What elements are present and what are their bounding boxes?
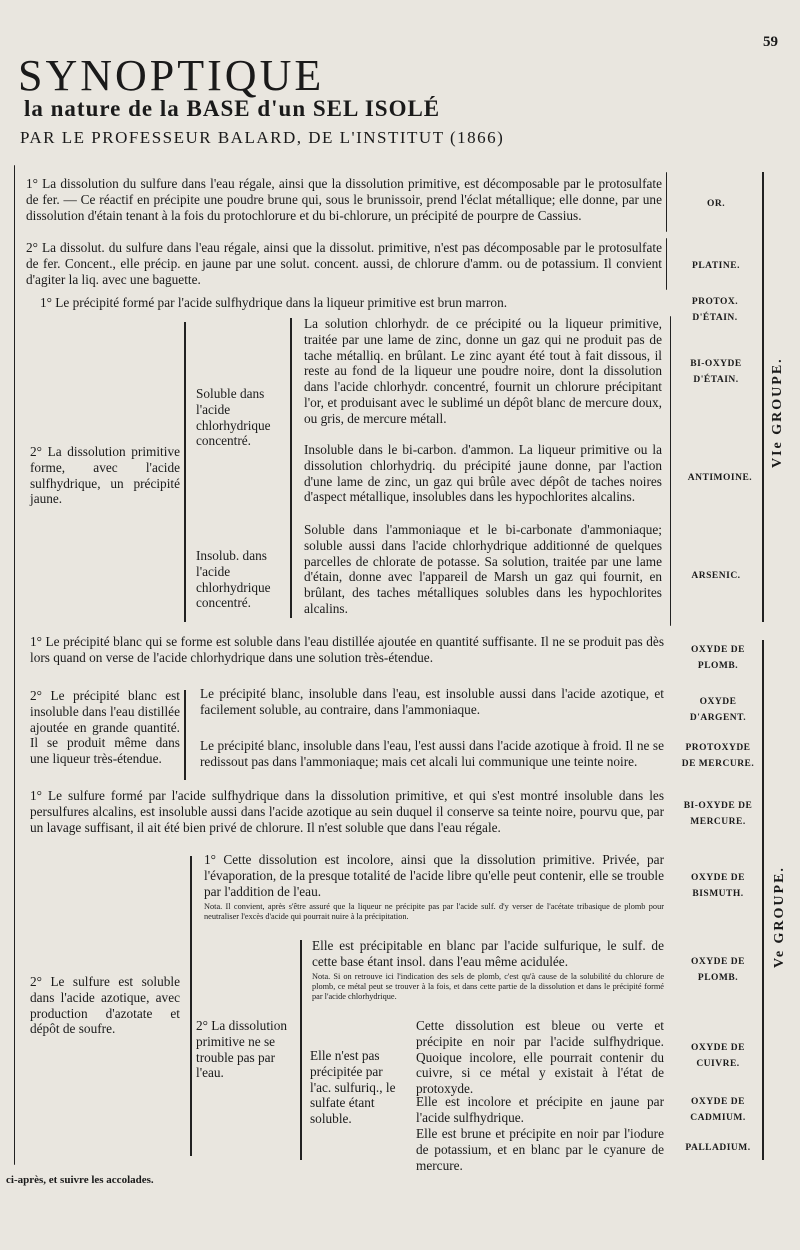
block-case2b: 2° Le précipité blanc est insoluble dans l'eau distillée ajoutée en grande quantité. Il se produit même dans une liqueur très-étendue.	[30, 688, 180, 767]
block-sulfure-soluble: 2° Le sulfure est soluble dans l'acide azotique, avec production d'azotate et dépôt de soufre.	[30, 974, 180, 1037]
brace	[666, 238, 667, 290]
block-case2: 2° La dissolution primitive forme, avec l'acide sulfhydrique, un précipité jaune.	[30, 444, 180, 507]
result-antimoine: ANTIMOINE.	[687, 473, 753, 483]
byline: PAR LE PROFESSEUR BALARD, DE L'INSTITUT (1866)	[20, 128, 505, 147]
result-protox-etain: PROTOX. D'ÉTAIN.	[691, 297, 739, 323]
block-plomb1: 1° Le précipité blanc qui se forme est soluble dans l'eau distillée ajoutée en quantité suffisante. Il ne se produit pas dès lors quand on verse de l'acide chlorhydrique dans une solution très-étendue.	[30, 634, 664, 665]
block-non-precip: Elle n'est pas précipitée par l'ac. sulfuriq., le sulfate étant soluble.	[310, 1048, 396, 1127]
block-plomb2-nota: Nota. Si on retrouve ici l'indication des sels de plomb, c'est qu'à cause de la solubilité du chlorure de plomb, ce métal peut se trouver à la fois, et dans cette partie de la dissolution et dans le précipité formé par l'acide chlorhydrique.	[312, 972, 664, 1001]
result-oxyde-argent: OXYDE D'ARGENT.	[689, 697, 747, 723]
block-arsenic: Soluble dans l'ammoniaque et le bi-carbonate d'ammoniaque; soluble aussi dans l'acide chlorhydrique additionné de quelques parcelles de chlorate de potasse. Sa solution, traitée par une lame d'étain, donne avec l'appareil de Marsh un gaz qui fournit, en brûlant, des taches métalliques solubles dans les hypochlorites alcalins.	[304, 522, 662, 616]
group-rule	[762, 640, 764, 1160]
result-oxyde-bismuth: OXYDE DE BISMUTH.	[691, 873, 745, 899]
result-oxyde-cadmium: OXYDE DE CADMIUM.	[690, 1097, 746, 1123]
block-cuivre: Cette dissolution est bleue ou verte et précipite en noir par l'acide sulfhydrique. Quoique incolore, elle pourrait contenir du cuivre, si ce métal y existait à l'état de protoxyde.	[416, 1018, 664, 1097]
result-palladium: PALLADIUM.	[685, 1143, 751, 1153]
footer-note: ci-après, et suivre les accolades.	[6, 1174, 154, 1186]
result-oxyde-plomb: OXYDE DE PLOMB.	[691, 645, 745, 671]
block-biox-etain: La solution chlorhydr. de ce précipité ou la liqueur primitive, traitée par une lame de zinc, donne un gaz qui ne produit pas de tache métalliq. en brûlant. Le zinc ayant été tout à fait dissous, il reste au fond de la liqueur une poudre noire, dont la dissolution dans l'acide chlorhydr. concentré, fournit un chlorure précipitant l'or, et produisant avec le sublimé un dépôt blanc de mercure doux, ou gris, de mercure métall.	[304, 316, 662, 426]
block-mercure1: Le précipité blanc, insoluble dans l'eau, l'est aussi dans l'acide azotique à froid. Il ne se redissout pas dans l'ammoniaque; mais cet alcali lui communique une teinte noire.	[200, 738, 664, 769]
result-platine: PLATINE.	[692, 261, 740, 271]
block-argent: Le précipité blanc, insoluble dans l'eau, est insoluble aussi dans l'acide azotique, et facilement soluble, au contraire, dans l'ammoniaque.	[200, 686, 664, 717]
result-oxyde-cuivre: OXYDE DE CUIVRE.	[691, 1043, 745, 1069]
group-label-sixth: VIe GROUPE.	[770, 357, 785, 468]
column-rule	[190, 856, 192, 1156]
result-bioxyde-mercure: BI-OXYDE DE MERCURE.	[683, 801, 753, 827]
result-protoxyde-mercure: PROTOXYDE DE MERCURE.	[681, 743, 755, 769]
block-bismuth: 1° Cette dissolution est incolore, ainsi que la dissolution primitive. Privée, par l'évaporation, de la presque totalité de l'acide libre qu'elle peut contenir, elle se trouble par l'addition de l'eau.	[204, 852, 664, 899]
brace	[670, 316, 671, 626]
block-antimoine: Insoluble dans le bi-carbon. d'ammon. La liqueur primitive ou la dissolution chlorhydriq. du précipité jaune donne, par l'action d'une lame de zinc, un gaz qui brûle avec dépôt de taches noires d'aspect métallique, insolubles dans les hypochlorites alcalins.	[304, 442, 662, 505]
brace	[14, 165, 15, 1165]
block-plomb2: Elle est précipitable en blanc par l'acide sulfurique, le sulf. de cette base étant insol. dans l'eau même acidulée.	[312, 938, 664, 969]
block-insoluble-hcl: Insolub. dans l'acide chlorhydrique concentré.	[196, 548, 271, 611]
page-number: 59	[763, 34, 778, 50]
page-title: SYNOPTIQUE	[18, 51, 325, 100]
column-rule	[290, 318, 292, 618]
block-cadmium: Elle est incolore et précipite en jaune par l'acide sulfhydrique.	[416, 1094, 664, 1125]
column-rule	[300, 940, 302, 1160]
result-oxyde-plomb2: OXYDE DE PLOMB.	[691, 957, 745, 983]
block-mercure2: 1° Le sulfure formé par l'acide sulfhydrique dans la dissolution primitive, et qui s'est montré insoluble dans les persulfures alcalins, est insoluble aussi dans l'acide azotique au sein duquel il conserve sa teinte noire, pourvu que, par un lavage suffisant, il ait été bien privé de chlorure. Il n'est soluble que dans l'eau régale.	[30, 788, 664, 835]
group-label-fifth: Ve GROUPE.	[772, 866, 787, 968]
column-rule	[184, 690, 186, 780]
page-subtitle: la nature de la BASE d'un SEL ISOLÉ	[24, 96, 441, 121]
group-rule	[762, 172, 764, 622]
block-non-trouble: 2° La dissolution primitive ne se trouble pas par l'eau.	[196, 1018, 288, 1081]
result-arsenic: ARSENIC.	[691, 571, 741, 581]
column-rule	[184, 322, 186, 622]
block-protox-etain: 1° Le précipité formé par l'acide sulfhydrique dans la liqueur primitive est brun marron.	[40, 295, 508, 310]
result-or: OR.	[706, 199, 726, 209]
brace	[666, 172, 667, 232]
block-platine: 2° La dissolut. du sulfure dans l'eau régale, ainsi que la dissolut. primitive, n'est pas décomposable par le protosulfate de fer. Concent., elle précip. en jaune par une solut. concent. aussi, de chlorure d'amm. ou de potassium. Il convient d'agiter la liq. avec une baguette.	[26, 240, 662, 287]
block-soluble-hcl: Soluble dans l'acide chlorhydrique concentré.	[196, 386, 271, 449]
result-biox-etain: BI-OXYDE D'ÉTAIN.	[690, 359, 742, 385]
block-or: 1° La dissolution du sulfure dans l'eau régale, ainsi que la dissolution primitive, est décomposable par le protosulfate de fer. — Ce réactif en précipite une poudre brune qui, sous le brunissoir, prend l'éclat métallique; elle donne, par une dissolution d'étain tenant à la fois du protochlorure et du bi-chlorure, un précipité de pourpre de Cassius.	[26, 176, 662, 223]
block-bismuth-nota: Nota. Il convient, après s'être assuré que la liqueur ne précipite pas par l'acide sulf. d'y verser de l'acétate tribasique de plomb pour neutraliser l'excès d'acide qui pourrait nuire à la précipitation.	[204, 902, 664, 921]
block-palladium: Elle est brune et précipite en noir par l'iodure de potassium, et en blanc par le cyanure de mercure.	[416, 1126, 664, 1173]
